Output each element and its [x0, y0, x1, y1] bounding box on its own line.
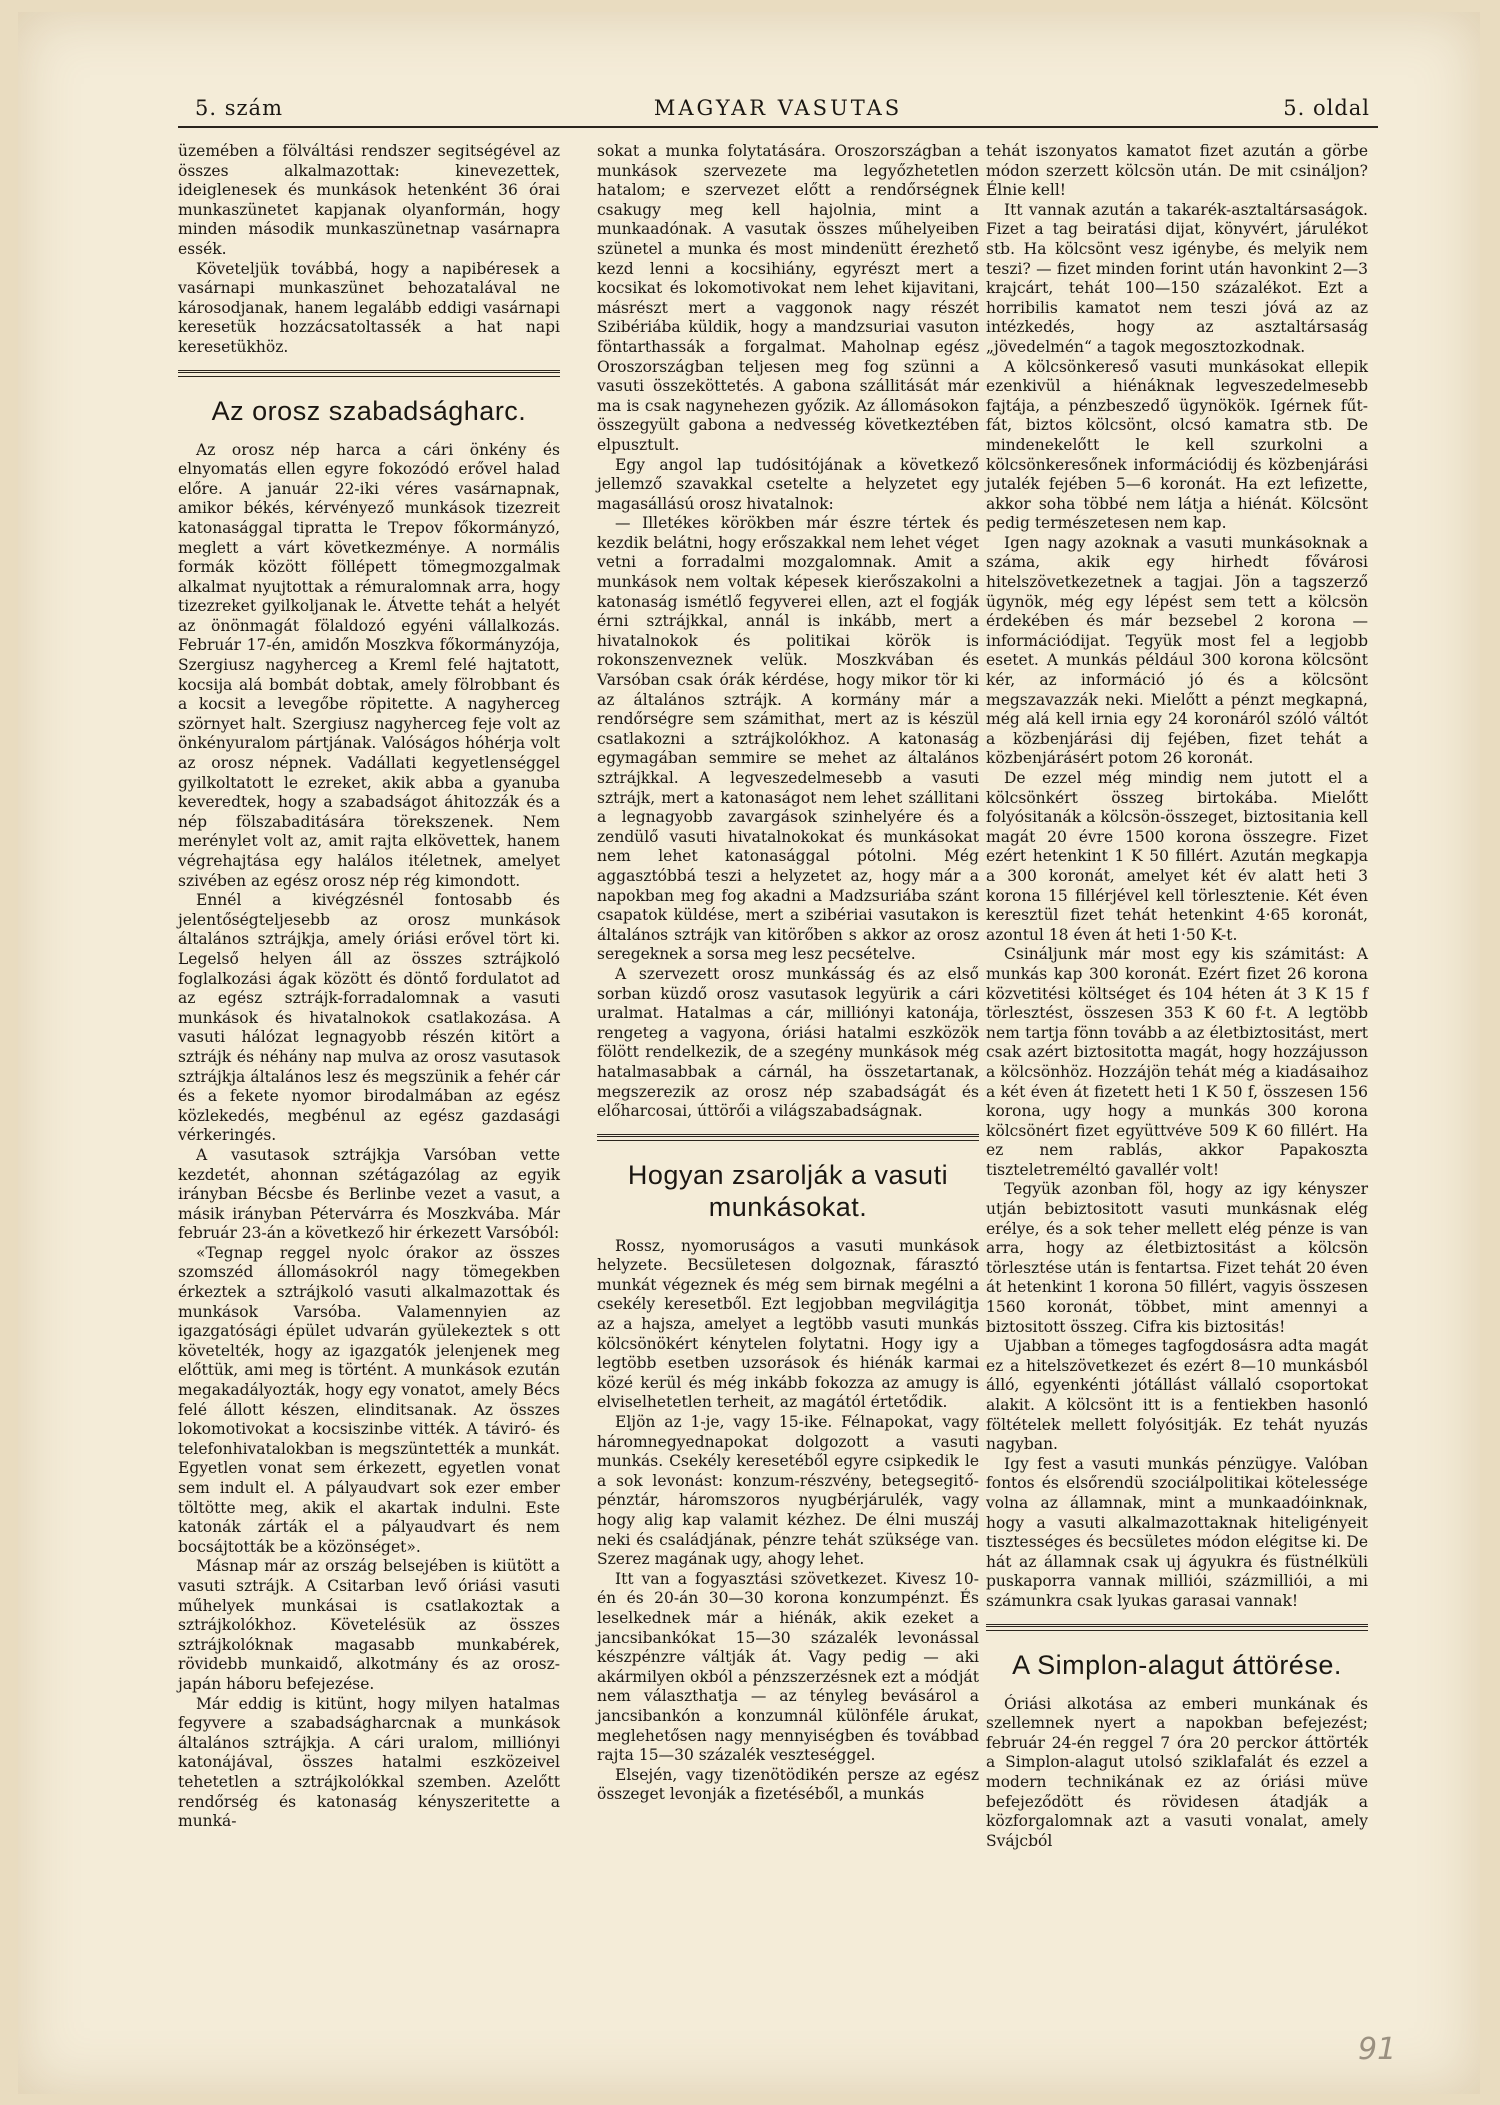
article-title-zsarolas: Hogyan zsarolják a vasuti munkásokat.	[627, 1159, 949, 1222]
paragraph: Rossz, nyomoruságos a vasuti munkások helyzete. Becsületesen dolgoznak, fárasztó munkát végeznek és még sem birnak megélni a csekély keresetből. Ezt legjobban megvilágitja az a hajsza, amelyet a legtöbb vasuti munkás kölcsönökért kénytelen folytatni. Hogy igy a legtöbb esetben uzsorások és hiénák karmai közé kerül és még inkább fokozza az amugy is elviselhetetlen terheit, az magától értetődik.	[597, 1236, 979, 1412]
column-1	[178, 142, 560, 1832]
paragraph: Csináljunk már most egy kis számitást: A munkás kap 300 koronát. Ezért fizet 26 korona közvetitési költséget és 104 héten át 3 K 15 f törlesztést, összesen 353 K 60 f-t. A legtöbb nem tartja fönn tovább a az életbiztositást, mert csak azért biztositotta magát, hogy hozzájusson a kölcsönhöz. Hozzájön tehát még a kiadásaihoz a két éven át fizetett heti 1 K 50 f, összesen 156 korona, ugy hogy a munkás 300 korona kölcsönért fizet együttvéve 509 K 60 fillért. Ha ez nem rablás, akkor Papakoszta tiszteletreméltó gavallér volt!	[986, 945, 1368, 1179]
paragraph: A vasutasok sztrájkja Varsóban vette kezdetét, ahonnan szétágazólag az egyik irányban Bécsbe és Berlinbe vezet a vasut, a másik irányban Pétervárra és Moszkvába. Már február 23-án a következő hir érkezett Varsóból:	[178, 1145, 560, 1243]
section-divider	[597, 1134, 979, 1141]
paragraph: Egy angol lap tudósitójának a következő jellemző szavakkal csetelte a helyzetet egy magasállású orosz hivatalnok:	[597, 455, 979, 513]
paragraph: A kölcsönkereső vasuti munkásokat ellepik ezenkivül a hiénáknak legveszedelmesebb fajtája, a pénzbeszedő ügynökök. Igérnek fűt-fát, biztos kölcsönt, olcsó kamatra stb. De mindenekelőtt le kell szurkolni a kölcsönkeresőnek információdij és közbenjárási jutalék fejében 5—6 koronát. Ha ezt lefizette, akkor soha többé nem látja a hiénát. Kölcsönt pedig természetesen nem kap.	[986, 357, 1368, 533]
paragraph: A szervezett orosz munkásság és az első sorban küzdő orosz vasutasok legyürik a cári uralmat. Hatalmas a cár, milliónyi katonája, rengeteg a vagyona, óriási hatalmi eszközök fölött rendelkezik, de a szegény munkások még hatalmasabbak a cárnál, ha összetartanak, megszerezik az orosz nép szabadságát és előharcosai, úttörői a világszabadságnak.	[597, 964, 979, 1121]
paragraph: Már eddig is kitünt, hogy milyen hatalmas fegyvere a szabadságharcnak a munkások általános sztrájkja. A cári uralom, milliónyi katonájával, összes hatalmi eszközeivel tehetetlen a sztrájkolókkal szemben. Azelőtt rendőrség és katonaság kényszeritette a munká-	[178, 1694, 560, 1831]
paragraph: Itt vannak azután a takarék-asztaltársaságok. Fizet a tag beiratási dijat, könyvért, járulékot stb. Ha kölcsönt vesz igénybe, és melyik nem teszi? — fizet minden forint után havonkint 2—3 krajcárt, tehát 100—150 százalékot. Ezt a horribilis kamatot nem teszi jóvá az az intézkedés, hogy az asztaltársaság „jövedelmén“ a tagok megosztozkodnak.	[986, 200, 1368, 356]
paragraph: «Tegnap reggel nyolc órakor az összes szomszéd állomásokról nagy tömegekben érkeztek a sztrájkoló vasuti alkalmazottak és munkások Varsóba. Valamennyien az igazgatósági épület udvarán gyülekeztek s ott követelték, hogy az igazgatók jelenjenek meg előttük, ami meg is történt. A munkások ezután megakadályozták, hogy egy vonatot, amely Bécs felé állott készen, elinditsanak. Az összes lokomotivokat a kocsiszinbe vitték. A táviró- és telefonhivatalokban is megszüntették a munkát. Egyetlen vonat sem érkezett, egyetlen vonat sem indult el. A pályaudvart sok ezer ember töltötte meg, akik el akartak indulni. Este katonák zárták el a pályaudvart és nem bocsájtották be a közönséget».	[178, 1243, 560, 1556]
paragraph: Ennél a kivégzésnél fontosabb és jelentőségteljesebb az orosz munkások általános sztrájkja, amely óriási erővel tört ki. Legelső helyen áll az összes sztrájkoló foglalkozási ágak között és döntő fordulatot ad az egész sztrájk-forradalomnak a vasuti munkások és hivatalnokok csatlakozása. A vasuti hálózat legnagyobb részén kitört a sztrájk és néhány nap mulva az orosz vasutasok sztrájkja általános lesz és megszünik a fehér cár és a fekete nyomor birodalmában az egész közlekedés, megbénul az egész gazdasági vérkeringés.	[178, 891, 560, 1145]
paragraph: Elsején, vagy tizenötödikén persze az egész összeget levonják a fizetéséből, a munkás	[597, 1765, 979, 1804]
paragraph: tehát iszonyatos kamatot fizet azután a görbe módon szerzett kölcsön után. De mit csináljon? Élnie kell!	[986, 142, 1368, 200]
paragraph: Igen nagy azoknak a vasuti munkásoknak a száma, akik egy hirhedt fővárosi hitelszövetkezetnek a tagjai. Jön a tagszerző ügynök, még egy lépést sem tett a kölcsön érdekében és már bezsebel 2 korona — információdijat. Tegyük most fel a legjobb esetet. A munkás például 300 korona kölcsönt kér, az információ jó és a kölcsönt megszavazzák neki. Mielőtt a pénzt megkapná, még alá kell irnia egy 24 koronáról szóló váltót a közbenjárási dij fejében, fizet tehát a közbenjárásért potom 26 koronát.	[986, 533, 1368, 768]
section-divider	[178, 370, 560, 377]
paragraph: Óriási alkotása az emberi munkának és szellemnek nyert a napokban befejezést; február 24-én reggel 7 óra 20 perckor áttörték a Simplon-alagut utolsó sziklafalát és ezzel a modern technikának ez az óriási müve befejeződött és rövidesen átadják a közforgalomnak azt a vasuti vonalat, amely Svájcból	[986, 1694, 1368, 1850]
issue-number: 5. szám	[195, 96, 283, 120]
masthead-title: MAGYAR VASUTAS	[653, 96, 903, 120]
paragraph: Igy fest a vasuti munkás pénzügye. Valóban fontos és elsőrendü szociálpolitikai kötelessége volna az államnak, mint a munkaadóinknak, hogy a vasuti alkalmazottaknak hiteligényeit tisztességes és becsületes módon elégitse ki. De hát az államnak csak uj ágyukra és füstnélküli puskaporra vannak milliói, százmilliói, a mi számunkra csak lyukas garasai vannak!	[986, 1454, 1368, 1610]
article-continuation: üzemében a fölváltási rendszer segitségével az összes alkalmazottak: kinevezettek, ideiglenesek és munkások hetenként 36 órai munkaszünetet kapjanak olyanformán, hogy minden második munkaszünetnap vasárnapra essék.	[178, 142, 560, 258]
column-2	[597, 142, 979, 1805]
article-continuation-2: Követeljük továbbá, hogy a napibéresek a vasárnapi munkaszünet behozatalával ne károsodjanak, hanem legalább eddigi vasárnapi keresetük hozzácsatoltassék a hat napi keresetükhöz.	[178, 259, 560, 356]
article-title-orosz: Az orosz szabadságharc.	[211, 395, 527, 426]
paragraph: De ezzel még mindig nem jutott el a kölcsönkért összeg birtokába. Mielőtt folyósitanák a kölcsön-összeget, biztositania kell magát 20 évre 1500 korona összegre. Fizet ezért hetenkint 1 K 50 fillért. Azután megkapja a 300 koronát, amelyet két év alatt heti 3 korona 15 fillérjével kell törlesztenie. Két éven keresztül fizet tehát hetenkint 4·65 koronát, azontul 18 éven át heti 1·50 K-t.	[986, 769, 1368, 944]
paragraph: Ujabban a tömeges tagfogdosásra adta magát ez a hitelszövetkezet és ezért 8—10 munkásból álló, egyenkénti jótállást vállaló csoportokat alakit. A kölcsönt itt is a fentiekben hasonló föltételek mellett folyósitják. Ez tehát nyuzás nagyban.	[986, 1337, 1368, 1454]
paragraph: — Illetékes körökben már észre tértek és kezdik belátni, hogy erőszakkal nem lehet véget vetni a forradalmi mozgalomnak. Amit a munkások nem voltak képesek kierőszakolni a katonaság ismétlő fegyverei ellen, azt el fogják érni sztrájkkal, annál is inkább, mert a hivatalnokok és politikai körök is rokonszenveznek velük. Moszkvában és Varsóban csak órák kérdése, hogy mikor tör ki az általános sztrájk. A kormány már a rendőrségre sem számithat, mert az is készül csatlakozni a sztrájkolókhoz. A katonaság egymagában semmire se mehet az általános sztrájkkal. A legveszedelmesebb a vasuti sztrájk, mert a katonaságot nem lehet szállitani a legnagyobb zavargások szinhelyére és a zendülő vasuti hivatalnokokat és munkásokat nem lehet katonasággal pótolni. Még aggasztóbbá teszi a helyzetet az, hogy már a napokban meg fog akadni a Madzsuriába szánt csapatok küldése, mert a szibériai vasutakon is általános sztrájk van kitörőben s akkor az orosz seregeknek a sorsa meg lesz pecsételve.	[597, 514, 979, 964]
paragraph: Az orosz nép harca a cári önkény és elnyomatás ellen egyre fokozódó erővel halad előre. A január 22-iki véres vasárnapnak, amikor békés, kérvényező munkások tizezreit katonasággal tipratta le Trepov főkormányzó, meglett a várt következménye. A normális formák között föllépett tömegmozgalmak alkalmat nyujtottak a rémuralomnak arra, hogy tizezreket gyilkoljanak le. Átvette tehát a helyét az önönmagát fölaldozó egyéni vállalkozás. Február 17-én, amidőn Moszkva főkormányzója, Szergiusz nagyherceg a Kreml felé hajtatott, kocsija alá bombát dobtak, amely fölrobbant és a kocsit a levegőbe röpitette. A nagyherceg szörnyet halt. Szergiusz nagyherceg feje volt az önkényuralom pártjának. Valóságos hóhérja volt az orosz népnek. Vadállati kegyetlenséggel gyilkoltatott le ezreket, akik abba a gyanuba keveredtek, hogy a szabadságot áhitozzák és a nép fölszabaditására törekszenek. Nem merénylet volt az, amit rajta elkövettek, hanem végrehajtása egy halálos itéletnek, amelyet szivében az egész orosz nép rég kimondott.	[178, 440, 560, 890]
column-3	[986, 142, 1368, 1851]
article-title-simplon: A Simplon-alagut áttörése.	[1012, 1649, 1342, 1680]
paragraph: Másnap már az ország belsejében is kiütött a vasuti sztrájk. A Csitarban levő óriási vasuti műhelyek munkásai is csatlakoztak a sztrájkolókhoz. Követelésük az összes sztrájkolóknak magasabb munkabérek, rövidebb munkaidő, alkotmány és az orosz-japán háboru befejezése.	[178, 1557, 560, 1693]
paragraph: Eljön az 1-je, vagy 15-ike. Félnapokat, vagy háromnegyednapokat dolgozott a vasuti munkás. Csekély keresetéből egyre csipkedik le a sok levonást: konzum-részvény, betegsegitő-pénztár, háromszoros nyugbérjárulék, vagy hogy alig kap valamit kézhez. De élni muszáj neki és családjának, pénzre tehát szüksége van. Szerez magának ugy, ahogy lehet.	[597, 1413, 979, 1569]
page-header	[178, 92, 1378, 128]
page-label: 5. oldal	[1283, 96, 1370, 120]
paragraph: sokat a munka folytatására. Oroszországban a munkások szervezete ma legyőzhetetlen hatalom; e szervezet előtt a rendőrségnek csakugy meg kell hajolnia, mint a munkaadónak. A vasutak összes műhelyeiben szünetel a munka és most mindenütt érezhető kezd lenni a kocsihiány, egyrészt mert a kocsikat és lokomotivokat nem lehet kijavitani, másrészt mert a vaggonok nagy részét Szibériába küldik, hogy a mandzsuriai vasuton föntarthassák a forgalmat. Maholnap egész Oroszországban teljesen meg fog szünni a vasuti összeköttetés. A gabona szállitását már ma is csak nagynehezen győzik. Az állomásokon összegyült gabona a nedvesség következtében elpusztult.	[597, 142, 979, 454]
paragraph: Tegyük azonban föl, hogy az igy kényszer utján bebiztositott vasuti munkásnak elég erélye, és a sok teher mellett elég pénze is van arra, hogy az életbiztositást a kölcsön törlesztése után is fentartsa. Fizet tehát 20 éven át hetenkint 1 korona 50 fillért, vagyis összesen 1560 koronát, többet, mint amennyi a biztositott összeg. Cifra kis biztositás!	[986, 1180, 1368, 1336]
handwritten-page-number: 91	[1358, 2032, 1397, 2067]
paragraph: Itt van a fogyasztási szövetkezet. Kivesz 10-én és 20-án 30—30 korona konzumpénzt. És leselkednek már a hiénák, akik ezeket a jancsibankókat 15—30 százalék levonással készpénzre váltják át. Vagy pedig — aki akármilyen okból a pénzszerzésnek ezt a módját nem választhatja — az tényleg bevásárol a jancsibankón a konzumnál különféle árukat, meglehetősen nagy mennyiségben és továbbad rajta 15—30 százalék veszteséggel.	[597, 1569, 979, 1765]
section-divider	[986, 1624, 1368, 1631]
